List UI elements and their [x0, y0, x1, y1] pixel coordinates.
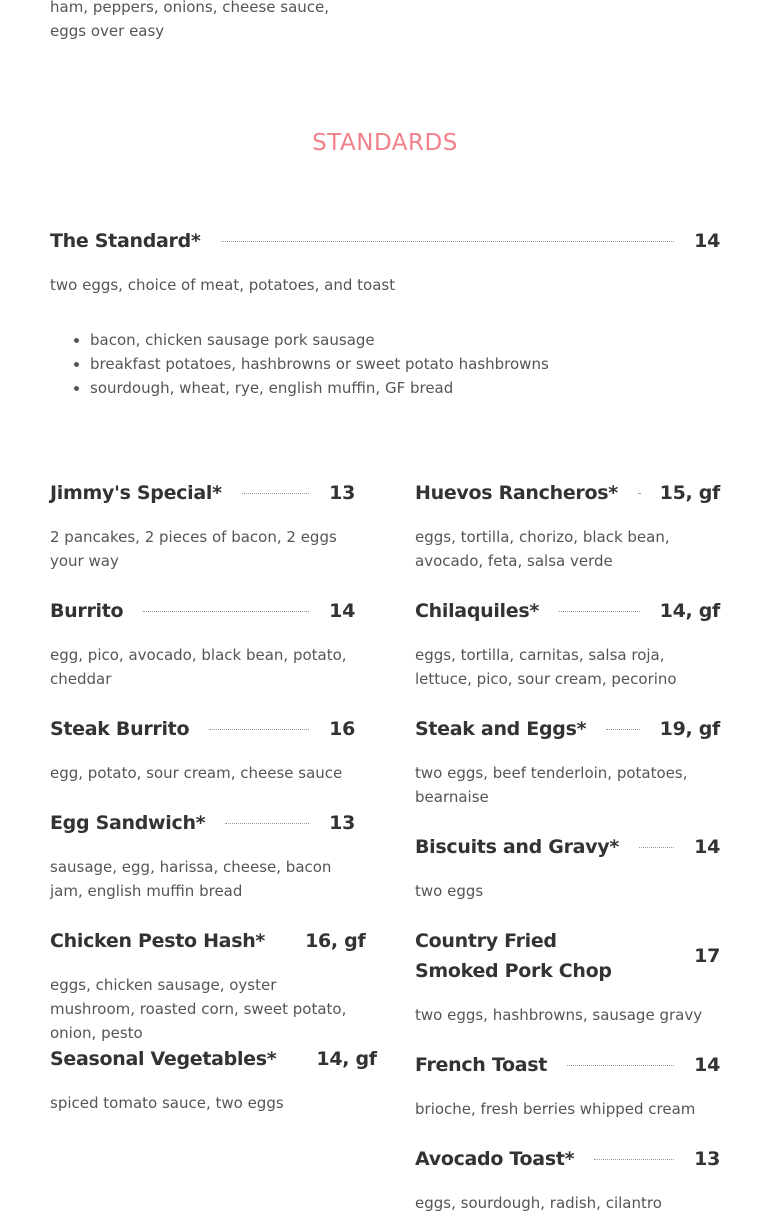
menu-item-biscuits-and-gravy	[415, 832, 720, 903]
item-price: 14, gf	[659, 600, 720, 622]
item-name: Avocado Toast*	[415, 1148, 575, 1170]
item-name: Jimmy's Special*	[50, 482, 222, 504]
item-price: 13	[694, 1148, 720, 1170]
menu-item-french-toast	[415, 1050, 720, 1121]
item-description: two eggs, hashbrowns, sausage gravy	[415, 1006, 703, 1024]
item-description: eggs, tortilla, carnitas, salsa roja, lettuce, pico, sour cream, pecorino	[415, 646, 677, 688]
dotted-leader	[209, 729, 309, 730]
item-price: 14	[694, 1054, 720, 1076]
dotted-leader	[567, 1065, 674, 1066]
menu-item-egg-sandwich	[50, 808, 355, 903]
menu-item-chilaquiles	[415, 596, 720, 691]
item-description: egg, pico, avocado, black bean, potato, cheddar	[50, 646, 347, 688]
menu-item-the-standard	[50, 226, 720, 297]
item-description: eggs, tortilla, chorizo, black bean, avocado, feta, salsa verde	[415, 528, 670, 570]
item-name: Burrito	[50, 600, 124, 622]
item-name: Chicken Pesto Hash*	[50, 930, 266, 952]
item-price: 16, gf	[305, 930, 366, 952]
item-price: 14	[694, 230, 720, 252]
menu-item-seasonal-vegetables	[50, 1044, 377, 1115]
item-price: 15, gf	[659, 482, 720, 504]
menu-item-steak-and-eggs	[415, 714, 720, 809]
dotted-leader	[242, 493, 309, 494]
item-price: 13	[329, 812, 355, 834]
item-description: sausage, egg, harissa, cheese, bacon jam, english muffin bread	[50, 858, 332, 900]
item-price: 16	[329, 718, 355, 740]
list-item: • breakfast potatoes, hashbrowns or sweet potato hashbrowns	[90, 352, 750, 376]
item-price: 14	[329, 600, 355, 622]
item-name: Steak Burrito	[50, 718, 190, 740]
item-name: Biscuits and Gravy*	[415, 836, 619, 858]
item-description: egg, potato, sour cream, cheese sauce	[50, 764, 343, 782]
item-description: two eggs, beef tenderloin, potatoes, bearnaise	[415, 764, 688, 806]
item-name: French Toast	[415, 1054, 548, 1076]
dotted-leader	[639, 847, 674, 848]
item-description: two eggs, choice of meat, potatoes, and toast	[50, 276, 396, 294]
list-item: • sourdough, wheat, rye, english muffin, GF bread	[90, 376, 750, 400]
item-description: two eggs	[415, 882, 484, 900]
item-price: 13	[329, 482, 355, 504]
dotted-leader	[606, 729, 639, 730]
dotted-leader	[559, 611, 640, 612]
item-name: Steak and Eggs*	[415, 718, 587, 740]
menu-item-burrito	[50, 596, 355, 691]
section-title: STANDARDS	[312, 130, 458, 156]
dotted-leader	[221, 241, 675, 242]
item-description: eggs, chicken sausage, oyster mushroom, roasted corn, sweet potato, onion, pesto	[50, 976, 347, 1042]
menu-item-country-fried-pork-chop	[415, 926, 720, 1027]
item-price: 17	[694, 945, 720, 967]
dotted-leader	[225, 823, 309, 824]
item-name: The Standard*	[50, 230, 201, 252]
item-name: Egg Sandwich*	[50, 812, 206, 834]
top-item-description: ham, peppers, onions, cheese sauce, eggs over easy	[50, 0, 330, 40]
list-item: • bacon, chicken sausage pork sausage	[90, 328, 750, 352]
item-description: brioche, fresh berries whipped cream	[415, 1100, 696, 1118]
dotted-leader	[638, 493, 640, 494]
item-name: Seasonal Vegetables*	[50, 1048, 277, 1070]
menu-item-chicken-pesto-hash	[50, 926, 366, 1045]
dotted-leader	[143, 611, 309, 612]
item-name: Huevos Rancheros*	[415, 482, 618, 504]
item-price: 14, gf	[316, 1048, 377, 1070]
menu-item-jimmys-special	[50, 478, 355, 573]
item-description: spiced tomato sauce, two eggs	[50, 1094, 284, 1112]
item-name: Chilaquiles*	[415, 600, 540, 622]
item-name: Country Fried Smoked Pork Chop	[415, 930, 612, 982]
menu-item-steak-burrito	[50, 714, 355, 785]
item-description: eggs, sourdough, radish, cilantro	[415, 1194, 662, 1212]
item-price: 19, gf	[659, 718, 720, 740]
item-price: 14	[694, 836, 720, 858]
menu-item-huevos-rancheros	[415, 478, 720, 573]
standard-options-list	[50, 328, 750, 400]
menu-item-avocado-toast	[415, 1144, 720, 1215]
dotted-leader	[594, 1159, 674, 1160]
item-description: 2 pancakes, 2 pieces of bacon, 2 eggs your way	[50, 528, 337, 570]
